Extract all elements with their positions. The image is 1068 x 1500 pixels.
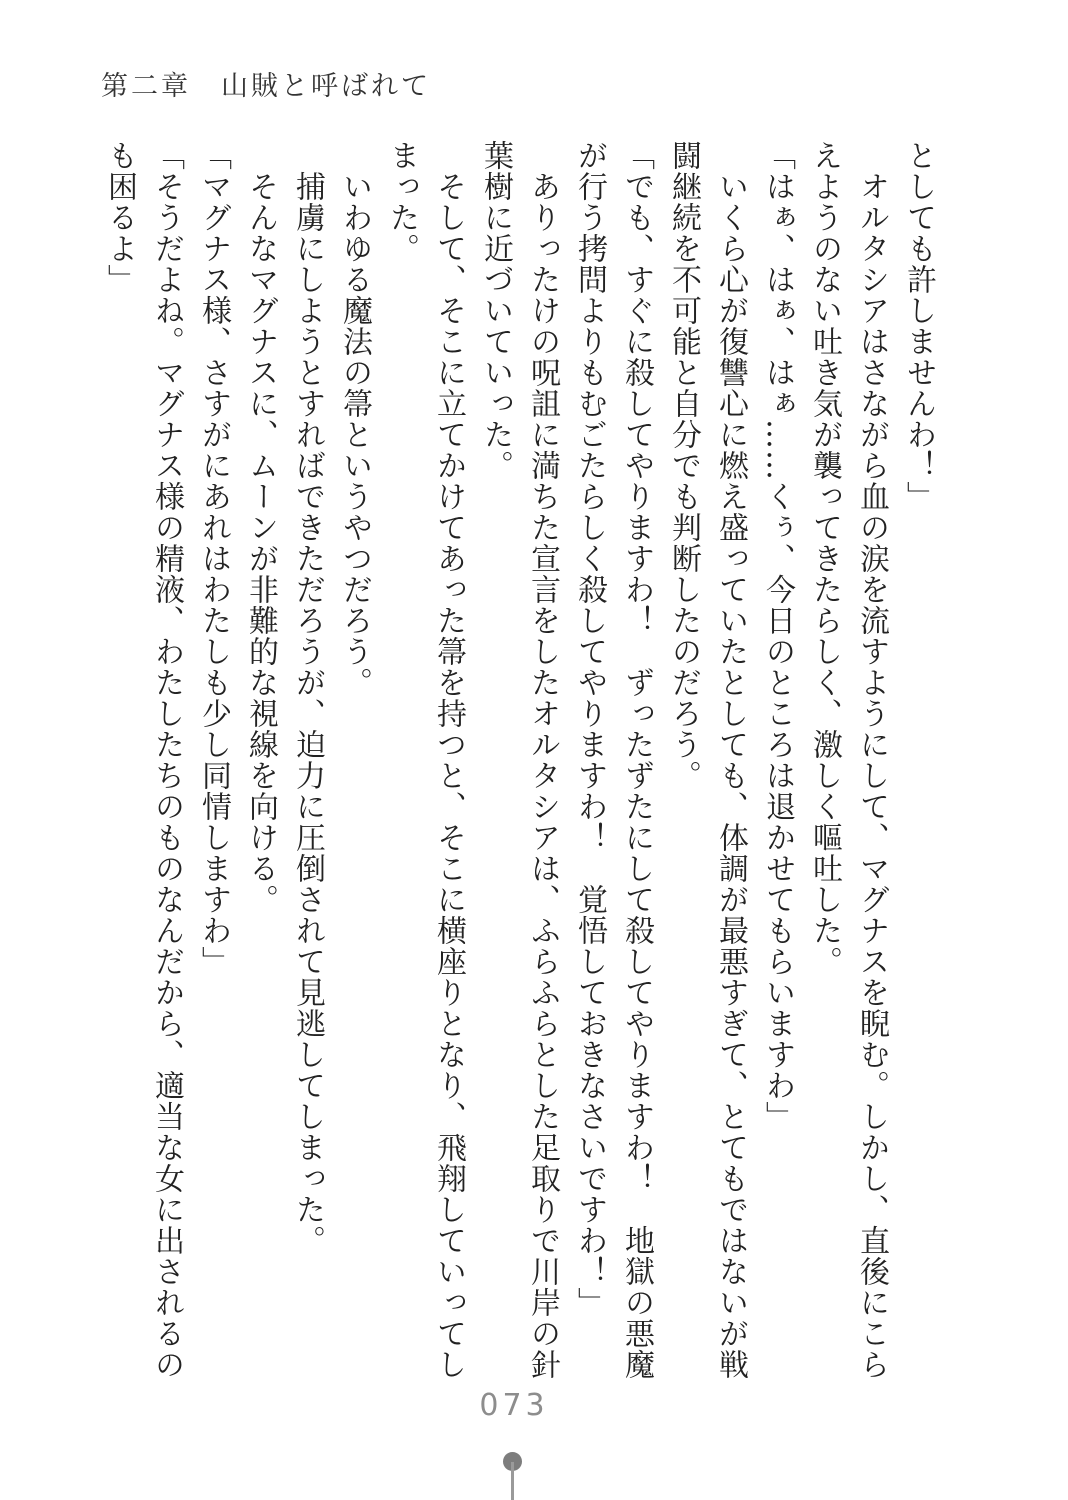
paragraph: 捕虜にしようとすればできただろうが、迫力に圧倒されて見逃してしまった。 [290,171,325,1256]
paragraph: そんなマグナスに、ムーンが非難的な視線を向ける。 [243,171,278,915]
page-number: 073 [479,1388,549,1423]
paragraph: オルタシアはさながら血の涙を流すようにして、マグナスを睨む。しかし、直後にこらえようのない吐き気が襲ってきたらしく、激しく嘔吐した。 [807,140,889,1380]
paragraph: いわゆる魔法の箒というやつだろう。 [337,171,372,698]
paragraph: 「マグナス様、さすがにあれはわたしも少し同情しますわ」 [196,140,231,977]
footer-stem-line [511,1462,514,1500]
chapter-header: 第二章 山賊と呼ばれて [101,71,431,102]
paragraph: 「はぁ、はぁ、はぁ……くぅ、今日のところは退かせてもらいますわ」 [760,140,795,1132]
paragraph: ありったけの呪詛に満ちた宣言をしたオルタシアは、ふらふらとした足取りで川岸の針葉樹に近づいていった。 [478,140,560,1380]
paragraph: 「そうだよね。マグナス様の精液、わたしたちのものなんだから、適当な女に出されるのも困るよ」 [102,140,184,1380]
body-text [96,140,942,1390]
paragraph: いくら心が復讐心に燃え盛っていたとしても、体調が最悪すぎて、とてもではないが戦闘継続を不可能と自分でも判断したのだろう。 [666,140,748,1380]
paragraph: 「でも、すぐに殺してやりますわ！ ずったずたにして殺してやりますわ！ 地獄の悪魔が行う拷問よりもむごたらしく殺してやりますわ！ 覚悟しておきなさいですわ！」 [572,140,654,1380]
paragraph: そして、そこに立てかけてあった箒を持つと、そこに横座りとなり、飛翔していってしまった。 [384,140,466,1380]
paragraph: としても許しませんわ！」 [901,140,936,512]
